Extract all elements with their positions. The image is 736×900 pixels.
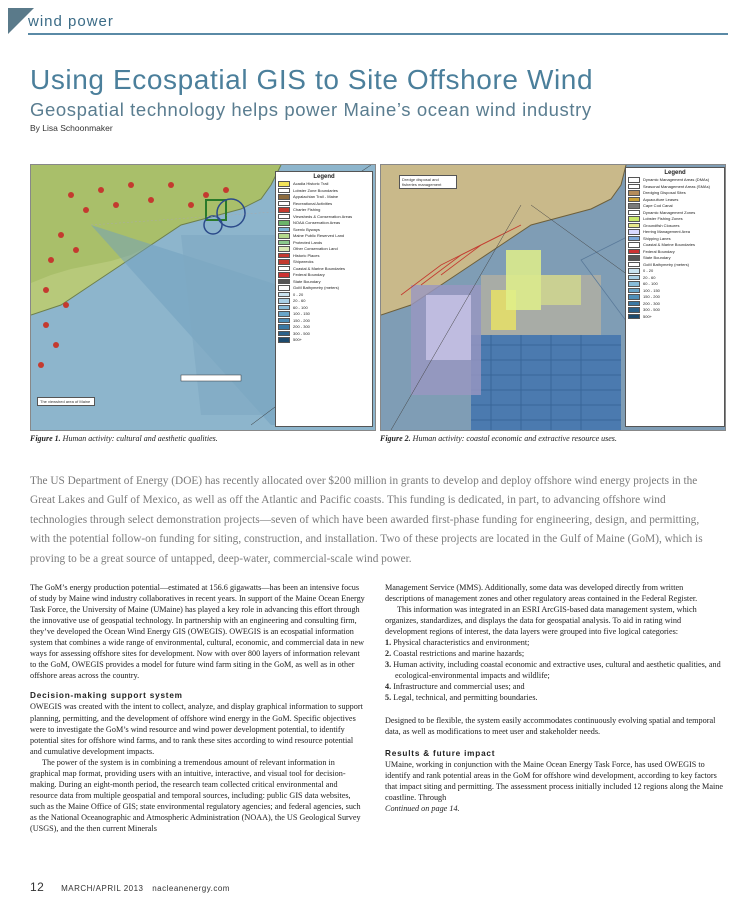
legend-swatch xyxy=(278,246,290,252)
legend-item xyxy=(278,292,370,298)
legend-label: Protected Lands xyxy=(293,239,323,245)
legend-item xyxy=(628,262,722,268)
legend-label: Historic Places xyxy=(293,252,320,258)
legend-item xyxy=(628,203,722,209)
legend-swatch xyxy=(628,281,640,287)
legend-label: Seasonal Management Areas (SMAs) xyxy=(643,183,710,189)
legend-label: 60 - 100 xyxy=(293,304,308,310)
legend-swatch xyxy=(278,337,290,343)
legend-item xyxy=(278,240,370,246)
legend-swatch xyxy=(278,253,290,259)
legend-item xyxy=(278,318,370,324)
legend-swatch xyxy=(278,272,290,278)
legend-item xyxy=(278,272,370,278)
legend-label: Groundfish Closures xyxy=(643,222,680,228)
legend-item xyxy=(278,227,370,233)
figure-2-map xyxy=(380,164,726,431)
legend-swatch xyxy=(278,259,290,265)
legend-label: Other Conservation Land xyxy=(293,246,338,252)
list-item: 5. Legal, technical, and permitting boundaries. xyxy=(385,693,538,703)
legend-swatch xyxy=(278,298,290,304)
legend-label: 150 - 200 xyxy=(293,317,310,323)
body-paragraph: UMaine, working in conjunction with the Maine Ocean Energy Task Force, has used OWEGIS to identify and rank potential areas in the GoM for offshore wind development, according to key factors that impact siting and permitting. The assessment process initially included 12 regions along the Maine coastline. Through Continued on page 14. xyxy=(385,759,723,813)
legend-swatch xyxy=(628,184,640,190)
intro-paragraph: The US Department of Energy (DOE) has recently allocated over $200 million in grants to develop and deploy offshore wind energy projects in the Great Lakes and Gulf of Mexico, as well as off the Atlantic and Pacific coasts. This funding is dedicated, in part, to advancing offshore wind technologies through select demonstration projects—seven of which have been awarded first-phase funding for engineering, design, and permitting, with the potential follow-on funding for siting, construction, and installation. Two of these projects are located in the Gulf of Maine (GoM), which is proving to be a great source of untapped, deep-water, commercial-scale wind power. xyxy=(30,475,703,565)
legend-swatch xyxy=(628,203,640,209)
legend-item xyxy=(278,298,370,304)
article-title: Using Ecospatial GIS to Site Offshore Wind xyxy=(30,64,594,95)
section-label: wind power xyxy=(28,13,114,30)
byline: By Lisa Schoonmaker xyxy=(30,123,113,133)
legend-item xyxy=(628,249,722,255)
figure-1-caption-label: Figure 1. xyxy=(30,434,61,443)
legend-label: Scenic Byways xyxy=(293,226,320,232)
continued-note: Continued on page 14. xyxy=(385,803,460,813)
legend-swatch xyxy=(278,214,290,220)
legend-label: 0 - 20 xyxy=(293,291,304,297)
legend-label: Dynamic Management Zones xyxy=(643,209,696,215)
legend-swatch xyxy=(278,227,290,233)
legend-swatch xyxy=(628,301,640,307)
legend-item xyxy=(278,181,370,187)
left-column xyxy=(30,582,367,834)
figure-2-inset-label: Dredge disposal and fisheries management xyxy=(399,175,457,189)
legend-label: Appalachian Trail - Maine xyxy=(293,194,339,200)
legend-item xyxy=(278,331,370,337)
legend-swatch xyxy=(278,194,290,200)
legend-item xyxy=(628,236,722,242)
figure-2-caption xyxy=(380,434,617,443)
legend-swatch xyxy=(278,181,290,187)
right-column xyxy=(385,582,723,814)
figure-1-map xyxy=(30,164,376,431)
legend-label: Federal Boundary xyxy=(293,272,325,278)
legend-swatch xyxy=(278,188,290,194)
legend-swatch xyxy=(628,190,640,196)
legend-label: Maine Public Reserved Land xyxy=(293,233,345,239)
legend-swatch xyxy=(278,324,290,330)
legend-label: GoM Bathymetry (meters) xyxy=(293,285,340,291)
legend-label: NOAA Conservation Areas xyxy=(293,220,341,226)
legend-item xyxy=(628,210,722,216)
page-footer xyxy=(30,880,230,894)
legend-label: Charter Fishing xyxy=(293,207,321,213)
list-item: 2. Coastal restrictions and marine hazards; xyxy=(385,649,525,659)
legend-swatch xyxy=(628,288,640,294)
legend-label: 20 - 60 xyxy=(643,274,656,280)
list-item: 1. Physical characteristics and environment; xyxy=(385,638,530,648)
figure-2-legend xyxy=(625,167,725,427)
legend-item xyxy=(628,229,722,235)
legend-item xyxy=(278,305,370,311)
legend-swatch xyxy=(278,285,290,291)
legend-item xyxy=(278,201,370,207)
legend-item xyxy=(628,197,722,203)
legend-label: Federal Boundary xyxy=(643,248,675,254)
legend-label: 150 - 200 xyxy=(643,294,660,300)
legend-item xyxy=(628,177,722,183)
legend-item xyxy=(278,253,370,259)
website-link[interactable]: nacleanenergy.com xyxy=(152,884,230,893)
legend-swatch xyxy=(278,279,290,285)
legend-label: Viewsheds & Conservation Areas xyxy=(293,213,353,219)
legend-swatch xyxy=(628,210,640,216)
legend-swatch xyxy=(278,240,290,246)
legend-item xyxy=(628,307,722,313)
legend-swatch xyxy=(628,249,640,255)
figure-2-caption-text: Human activity: coastal economic and extractive resource uses. xyxy=(410,434,617,443)
legend-swatch xyxy=(628,294,640,300)
legend-label: 300 - 500 xyxy=(293,330,310,336)
legend-label: Coastal & Marine Boundaries xyxy=(293,265,346,271)
legend-swatch xyxy=(628,275,640,281)
legend-item xyxy=(628,275,722,281)
legend-item xyxy=(628,288,722,294)
legend-item xyxy=(278,311,370,317)
legend-label: 200 - 300 xyxy=(293,324,310,330)
list-item: 3. Human activity, including coastal economic and extractive uses, cultural and aesthetic qualities, and ecological-environmental impacts and wildlife; xyxy=(385,660,721,681)
legend-swatch xyxy=(628,197,640,203)
legend-label: Dynamic Management Areas (DMAs) xyxy=(643,177,710,183)
legend-item xyxy=(278,285,370,291)
legend-title: Legend xyxy=(664,170,686,176)
legend-label: 100 - 150 xyxy=(643,287,660,293)
legend-label: Coastal & Marine Boundaries xyxy=(643,242,696,248)
legend-swatch xyxy=(628,268,640,274)
legend-label: 0 - 20 xyxy=(643,268,654,274)
legend-item xyxy=(628,255,722,261)
legend-label: GoM Bathymetry (meters) xyxy=(643,261,690,267)
legend-label: Herring Management Area xyxy=(643,229,690,235)
legend-label: Lobster Fishing Zones xyxy=(643,216,683,222)
legend-swatch xyxy=(278,266,290,272)
legend-label: Lobster Zone Boundaries xyxy=(293,187,338,193)
legend-swatch xyxy=(278,305,290,311)
figure-1-legend xyxy=(275,171,373,427)
body-paragraph: The GoM’s energy production potential—estimated at 156.6 gigawatts—has been an intensive focus of study by Maine wind industry collaboratives in recent years. In support of the Maine Ocean Energy Task Force, the University of Maine (UMaine) has played a key role in advancing this effort through the innovative use of geospatial technology. In partnership with an engineering and consulting firm, they’ve developed the Ocean Wind Energy GIS (OWEGIS). OWEGIS is an ecospatial information system that combines a wide range of environmental, cultural, economic, and commercial data in new ways for assessing offshore sites for development. Now with over 800 layers of information relevant to the GoM, OWEGIS provides a model for future wind farm siting in the GoM, as well as in other offshore areas across the country. xyxy=(30,583,365,681)
figure-1-caption-text: Human activity: cultural and aesthetic qualities. xyxy=(60,434,218,443)
legend-label: 60 - 100 xyxy=(643,281,658,287)
legend-swatch xyxy=(628,229,640,235)
legend-label: 20 - 60 xyxy=(293,298,306,304)
figure-2-caption-label: Figure 2. xyxy=(380,434,411,443)
legend-item xyxy=(278,246,370,252)
legend-item xyxy=(628,301,722,307)
legend-item xyxy=(628,223,722,229)
legend-label: State Boundary xyxy=(643,255,671,261)
legend-label: Shipping Lanes xyxy=(643,235,671,241)
section-divider xyxy=(28,33,728,35)
issue-date: MARCH/APRIL 2013 xyxy=(61,884,144,893)
legend-item xyxy=(278,188,370,194)
legend-item xyxy=(628,216,722,222)
legend-label: Recreational Activities xyxy=(293,200,333,206)
legend-swatch xyxy=(278,201,290,207)
legend-label: 300 - 500 xyxy=(643,307,660,313)
body-paragraph: This information was integrated in an ESRI ArcGIS-based data management system, which organizes, standardizes, and displays the data for geospatial analysis. To aid in rating wind development regions of interest, the data layers were grouped into five logical categories: xyxy=(385,605,697,637)
legend-label: 500+ xyxy=(293,337,303,343)
legend-item xyxy=(278,324,370,330)
legend-swatch xyxy=(628,177,640,183)
legend-swatch xyxy=(278,207,290,213)
legend-item xyxy=(628,294,722,300)
section-heading: Decision-making support system xyxy=(30,691,183,701)
body-paragraph: Management Service (MMS). Additionally, some data was developed directly from written descriptions of management zones and other regulatory areas contained in the Federal Register. xyxy=(385,583,698,604)
legend-item xyxy=(278,214,370,220)
legend-swatch xyxy=(628,307,640,313)
legend-swatch xyxy=(628,314,640,320)
legend-item xyxy=(628,190,722,196)
legend-item xyxy=(628,281,722,287)
legend-swatch xyxy=(278,311,290,317)
legend-label: 100 - 150 xyxy=(293,311,310,317)
page-number: 12 xyxy=(30,880,45,894)
legend-item xyxy=(278,279,370,285)
legend-title: Legend xyxy=(313,174,335,180)
figure-1-inset-label: The viewshed area of Maine xyxy=(37,397,95,406)
body-paragraph: The power of the system is in combining a tremendous amount of relevant information in graphical map format, providing users with an intuitive, interactive, and visual tool for decision-making. During an eight-month period, the research team collected critical environmental and resource data from multiple geospatial and temporal sources, including: public GIS data websites, such as the Maine Office of GIS; state environmental regulatory agencies; and federal agencies, such as the National Oceanographic and Atmospheric Administration (NOAA), the US Geological Survey (USGS), and the then current Minerals xyxy=(30,757,361,833)
legend-swatch xyxy=(278,318,290,324)
legend-item xyxy=(628,242,722,248)
legend-label: Dredging Disposal Sites xyxy=(643,190,686,196)
legend-swatch xyxy=(278,220,290,226)
legend-item xyxy=(628,314,722,320)
legend-item xyxy=(278,220,370,226)
legend-label: Cape Cod Canal xyxy=(643,203,673,209)
legend-item xyxy=(278,337,370,343)
legend-label: State Boundary xyxy=(293,278,321,284)
article-subtitle: Geospatial technology helps power Maine’s ocean wind industry xyxy=(30,99,592,120)
legend-item xyxy=(278,194,370,200)
body-paragraph: Designed to be flexible, the system easily accommodates continuously evolving spatial and temporal data, as well as modifications to meet user and stakeholder needs. xyxy=(385,715,716,736)
legend-label: Acadia Historic Trail xyxy=(293,181,329,187)
legend-swatch xyxy=(278,331,290,337)
legend-swatch xyxy=(628,242,640,248)
legend-item xyxy=(278,233,370,239)
legend-swatch xyxy=(278,233,290,239)
legend-item xyxy=(278,207,370,213)
legend-swatch xyxy=(278,292,290,298)
body-paragraph: OWEGIS was created with the intent to collect, analyze, and display graphical information to support planning, permitting, and the development of offshore wind energy in the GoM. Specific objectives were to investigate the GoM’s wind resource and wind power development potential, to identify potential sites for offshore wind farms, and to rank these sites according to wind resource potential and cumulative development impacts. xyxy=(30,702,363,756)
legend-item xyxy=(278,259,370,265)
legend-item xyxy=(628,268,722,274)
legend-swatch xyxy=(628,255,640,261)
section-heading: Results & future impact xyxy=(385,748,496,758)
legend-label: Shipwrecks xyxy=(293,259,314,265)
figure-1-caption xyxy=(30,434,218,443)
legend-item xyxy=(278,266,370,272)
legend-item xyxy=(628,184,722,190)
legend-swatch xyxy=(628,216,640,222)
list-item: 4. Infrastructure and commercial uses; and xyxy=(385,682,525,692)
legend-label: 500+ xyxy=(643,313,653,319)
legend-swatch xyxy=(628,223,640,229)
legend-label: 200 - 300 xyxy=(643,300,660,306)
legend-label: Aquaculture Leases xyxy=(643,196,679,202)
legend-swatch xyxy=(628,236,640,242)
legend-swatch xyxy=(628,262,640,268)
